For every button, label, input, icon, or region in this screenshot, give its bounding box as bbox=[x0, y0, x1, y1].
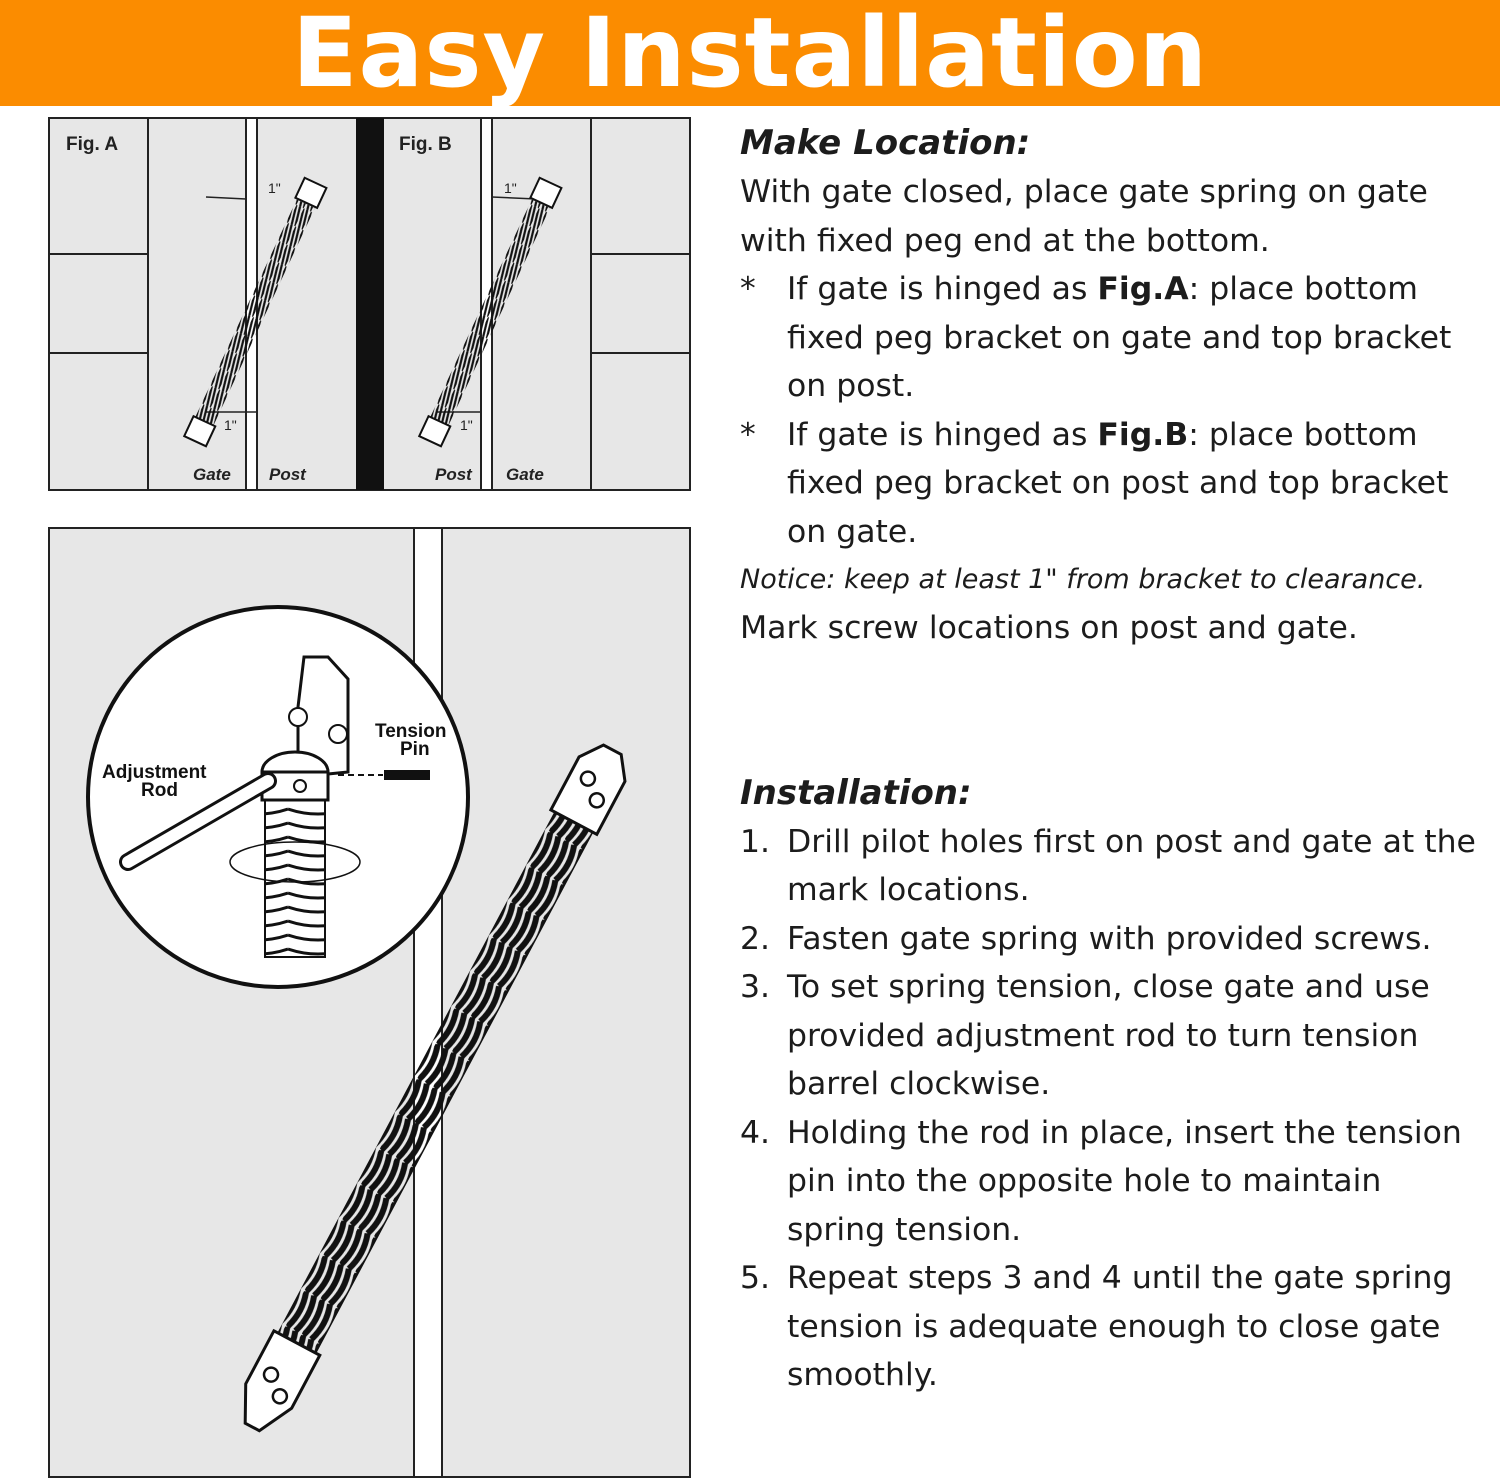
step-number: 1. bbox=[740, 823, 771, 860]
fig-a-gap-top: 1" bbox=[268, 180, 281, 196]
bullet-a-rest: : place bottom fixed peg bracket on gate and top bracket on post. bbox=[787, 271, 1452, 404]
adjustment-rod-label-2: Rod bbox=[141, 780, 178, 801]
step-text: Repeat steps 3 and 4 until the gate spring tension is adequate enough to close gate smoothly. bbox=[787, 1260, 1453, 1393]
page-title: Easy Installation bbox=[291, 0, 1209, 109]
step-text: Drill pilot holes first on post and gate at the mark locations. bbox=[787, 823, 1476, 908]
step-text: Holding the rod in place, insert the tension pin into the opposite hole to maintain spring tension. bbox=[787, 1114, 1462, 1248]
bullet-mark: * bbox=[740, 416, 756, 453]
spring-detail-illustration bbox=[48, 527, 691, 1478]
fig-a-label: Fig. A bbox=[66, 134, 119, 155]
bullet-fig-a bbox=[740, 265, 1480, 411]
tension-pin-label-1: Tension bbox=[375, 721, 447, 742]
bullet-b-rest: : place bottom fixed peg bracket on post and top bracket on gate. bbox=[787, 416, 1449, 550]
step-item bbox=[740, 963, 1480, 1109]
fig-b-left-label: Post bbox=[435, 465, 472, 484]
bullet-mark: * bbox=[740, 271, 756, 307]
title-banner bbox=[0, 0, 1500, 109]
step-item bbox=[740, 818, 1480, 915]
bullet-b-text: If gate is hinged as bbox=[787, 416, 1098, 453]
bullet-b-bold: Fig.B bbox=[1097, 416, 1189, 453]
fig-b-right-label: Gate bbox=[506, 465, 544, 484]
step-item bbox=[740, 915, 1480, 964]
step-item bbox=[740, 1109, 1480, 1255]
step-text: To set spring tension, close gate and use provided adjustment rod to turn tension barrel clockwise. bbox=[787, 969, 1430, 1102]
make-location-heading: Make Location: bbox=[740, 123, 1031, 163]
installation-steps bbox=[740, 818, 1480, 1400]
tension-pin-label-2: Pin bbox=[400, 739, 430, 760]
bullet-fig-b bbox=[740, 411, 1480, 557]
instructions-column bbox=[740, 118, 1480, 1400]
tension-pin bbox=[384, 770, 430, 780]
step-number: 4. bbox=[740, 1114, 771, 1151]
adjustment-rod-label-1: Adjustment bbox=[102, 762, 207, 783]
fig-b-gap-top: 1" bbox=[504, 180, 517, 196]
step-number: 5. bbox=[740, 1260, 771, 1296]
step-item bbox=[740, 1254, 1480, 1400]
fig-a-right-label: Post bbox=[269, 465, 306, 484]
step-text: Fasten gate spring with provided screws. bbox=[787, 920, 1432, 957]
fig-a-left-label: Gate bbox=[193, 465, 231, 484]
step-number: 3. bbox=[740, 969, 771, 1005]
fig-divider bbox=[356, 118, 384, 490]
notice-text: Notice: keep at least 1" from bracket to clearance. bbox=[740, 564, 1426, 595]
hinge-figures bbox=[48, 117, 691, 491]
fig-b-gap-bottom: 1" bbox=[460, 417, 473, 433]
mark-locations-text: Mark screw locations on post and gate. bbox=[740, 610, 1358, 646]
bullet-a-bold: Fig.A bbox=[1097, 271, 1189, 307]
detail-callout bbox=[88, 607, 468, 987]
installation-heading: Installation: bbox=[740, 772, 972, 813]
fig-a-gap-bottom: 1" bbox=[224, 417, 237, 433]
make-location-intro: With gate closed, place gate spring on gate with fixed peg end at the bottom. bbox=[740, 174, 1428, 259]
bullet-a-text: If gate is hinged as bbox=[787, 271, 1098, 307]
fig-b-label: Fig. B bbox=[399, 134, 452, 155]
step-number: 2. bbox=[740, 920, 771, 957]
